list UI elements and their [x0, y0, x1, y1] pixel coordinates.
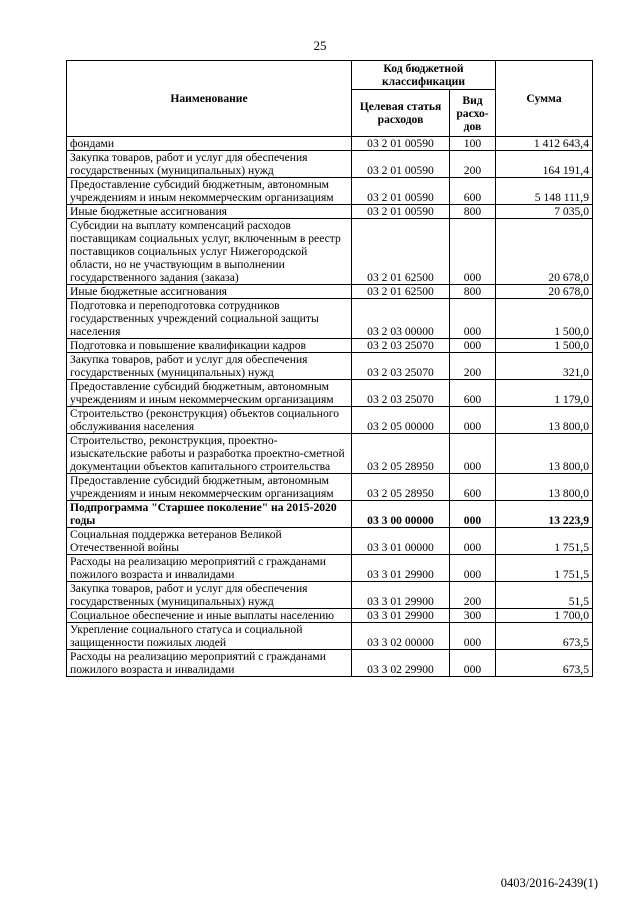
column-header-expense-type: Вид расхо-дов: [450, 90, 496, 137]
row-kind-cell: 000: [450, 339, 496, 353]
row-code-cell: 03 3 01 29900: [352, 609, 450, 623]
row-kind-cell: 000: [450, 650, 496, 677]
row-sum-cell: 13 800,0: [496, 434, 593, 474]
table-row: [67, 609, 593, 623]
table-row: [67, 380, 593, 407]
row-sum-cell: 1 500,0: [496, 299, 593, 339]
table-row: [67, 582, 593, 609]
table-row: [67, 623, 593, 650]
row-name-cell: Расходы на реализацию мероприятий с гражданами пожилого возраста и инвалидами: [67, 650, 352, 677]
row-sum-cell: 51,5: [496, 582, 593, 609]
row-code-cell: 03 2 01 62500: [352, 285, 450, 299]
page-number: 25: [313, 38, 327, 53]
column-header-target-article: Целевая статья расходов: [352, 90, 450, 137]
row-code-cell: 03 2 03 25070: [352, 380, 450, 407]
row-code-cell: 03 2 01 00590: [352, 178, 450, 205]
row-name-cell: Иные бюджетные ассигнования: [67, 205, 352, 219]
table-row: [67, 299, 593, 339]
table-row: [67, 353, 593, 380]
row-kind-cell: 000: [450, 555, 496, 582]
table-row: [67, 407, 593, 434]
row-kind-cell: 800: [450, 205, 496, 219]
row-kind-cell: 000: [450, 434, 496, 474]
column-header-amount: Сумма: [496, 61, 593, 137]
row-name-cell: Строительство (реконструкция) объектов социального обслуживания населения: [67, 407, 352, 434]
row-kind-cell: 000: [450, 528, 496, 555]
column-header-budget-code: Код бюджетной классификации: [352, 61, 496, 90]
row-sum-cell: 321,0: [496, 353, 593, 380]
row-kind-cell: 200: [450, 353, 496, 380]
row-sum-cell: 1 751,5: [496, 555, 593, 582]
row-code-cell: 03 3 01 29900: [352, 582, 450, 609]
row-code-cell: 03 2 01 62500: [352, 219, 450, 285]
table-row: [67, 434, 593, 474]
row-code-cell: 03 2 01 00590: [352, 137, 450, 151]
row-kind-cell: 200: [450, 582, 496, 609]
table-row: [67, 528, 593, 555]
row-code-cell: 03 3 01 00000: [352, 528, 450, 555]
table-row: [67, 178, 593, 205]
row-name-cell: Иные бюджетные ассигнования: [67, 285, 352, 299]
row-name-cell: Предоставление субсидий бюджетным, автономным учреждениям и иным некоммерческим организациям: [67, 178, 352, 205]
row-sum-cell: 13 800,0: [496, 474, 593, 501]
row-sum-cell: 1 751,5: [496, 528, 593, 555]
row-kind-cell: 200: [450, 151, 496, 178]
row-name-cell: Подготовка и переподготовка сотрудников государственных учреждений социальной защиты населения: [67, 299, 352, 339]
row-code-cell: 03 2 03 25070: [352, 353, 450, 380]
row-sum-cell: 673,5: [496, 650, 593, 677]
row-name-cell: Закупка товаров, работ и услуг для обеспечения государственных (муниципальных) нужд: [67, 151, 352, 178]
row-sum-cell: 164 191,4: [496, 151, 593, 178]
row-kind-cell: 600: [450, 474, 496, 501]
row-sum-cell: 1 700,0: [496, 609, 593, 623]
row-code-cell: 03 2 05 00000: [352, 407, 450, 434]
column-header-name: Наименование: [67, 61, 352, 137]
row-name-cell: Социальная поддержка ветеранов Великой Отечественной войны: [67, 528, 352, 555]
table-row: [67, 219, 593, 285]
row-name-cell: Закупка товаров, работ и услуг для обеспечения государственных (муниципальных) нужд: [67, 353, 352, 380]
row-sum-cell: 673,5: [496, 623, 593, 650]
table-row: [67, 501, 593, 528]
row-sum-cell: 1 179,0: [496, 380, 593, 407]
table-header: [67, 61, 593, 137]
budget-table: [66, 60, 593, 677]
row-code-cell: 03 3 02 29900: [352, 650, 450, 677]
row-sum-cell: 13 223,9: [496, 501, 593, 528]
row-kind-cell: 100: [450, 137, 496, 151]
row-name-cell: Закупка товаров, работ и услуг для обеспечения государственных (муниципальных) нужд: [67, 582, 352, 609]
row-name-cell: Предоставление субсидий бюджетным, автономным учреждениям и иным некоммерческим организациям: [67, 474, 352, 501]
row-code-cell: 03 3 01 29900: [352, 555, 450, 582]
row-code-cell: 03 2 03 00000: [352, 299, 450, 339]
row-code-cell: 03 2 01 00590: [352, 151, 450, 178]
row-sum-cell: 1 412 643,4: [496, 137, 593, 151]
row-name-cell: Предоставление субсидий бюджетным, автономным учреждениям и иным некоммерческим организациям: [67, 380, 352, 407]
row-sum-cell: 5 148 111,9: [496, 178, 593, 205]
row-name-cell: Строительство, реконструкция, проектно-изыскательские работы и разработка проектно-сметной документации объектов капитального строительства: [67, 434, 352, 474]
table-row: [67, 650, 593, 677]
row-kind-cell: 600: [450, 178, 496, 205]
row-name-cell: Субсидии на выплату компенсаций расходов поставщикам социальных услуг, включенным в реестр поставщиков социальных услуг Нижегородской области, но не участвующим в выполнении государственного задания (заказа): [67, 219, 352, 285]
row-sum-cell: 7 035,0: [496, 205, 593, 219]
row-kind-cell: 300: [450, 609, 496, 623]
table-row: [67, 339, 593, 353]
row-kind-cell: 000: [450, 219, 496, 285]
row-kind-cell: 000: [450, 407, 496, 434]
row-code-cell: 03 2 05 28950: [352, 474, 450, 501]
table-row: [67, 555, 593, 582]
row-kind-cell: 000: [450, 501, 496, 528]
row-code-cell: 03 2 05 28950: [352, 434, 450, 474]
table-row: [67, 137, 593, 151]
row-sum-cell: 1 500,0: [496, 339, 593, 353]
table-row: [67, 285, 593, 299]
row-sum-cell: 20 678,0: [496, 285, 593, 299]
row-kind-cell: 000: [450, 299, 496, 339]
row-code-cell: 03 3 02 00000: [352, 623, 450, 650]
row-kind-cell: 000: [450, 623, 496, 650]
table-body: [67, 137, 593, 677]
row-code-cell: 03 3 00 00000: [352, 501, 450, 528]
row-code-cell: 03 2 01 00590: [352, 205, 450, 219]
table-row: [67, 205, 593, 219]
table-row: [67, 474, 593, 501]
row-sum-cell: 20 678,0: [496, 219, 593, 285]
row-name-cell: Социальное обеспечение и иные выплаты населению: [67, 609, 352, 623]
row-code-cell: 03 2 03 25070: [352, 339, 450, 353]
row-kind-cell: 800: [450, 285, 496, 299]
row-name-cell: Укрепление социального статуса и социальной защищенности пожилых людей: [67, 623, 352, 650]
document-id: 0403/2016-2439(1): [500, 876, 598, 890]
table-row: [67, 151, 593, 178]
row-name-cell: фондами: [67, 137, 352, 151]
row-kind-cell: 600: [450, 380, 496, 407]
row-sum-cell: 13 800,0: [496, 407, 593, 434]
row-name-cell: Подпрограмма "Старшее поколение" на 2015-2020 годы: [67, 501, 352, 528]
row-name-cell: Подготовка и повышение квалификации кадров: [67, 339, 352, 353]
row-name-cell: Расходы на реализацию мероприятий с гражданами пожилого возраста и инвалидами: [67, 555, 352, 582]
